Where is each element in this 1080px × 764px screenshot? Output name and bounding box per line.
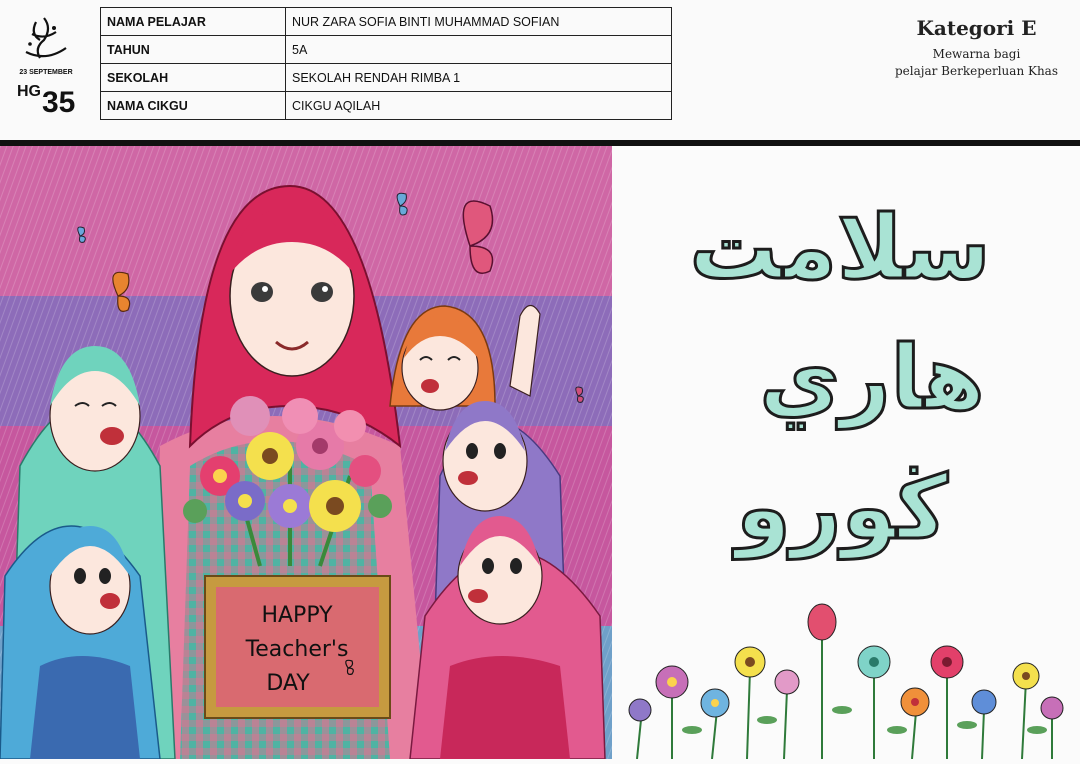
jawi-title xyxy=(612,146,1080,606)
label-nama-pelajar: NAMA PELAJAR xyxy=(101,8,286,36)
category-title: Kategori E xyxy=(916,16,1037,40)
flower-border xyxy=(612,600,1080,759)
jawi-line-3: ڬورو xyxy=(736,456,948,559)
jawi-line-1: سلامت xyxy=(689,196,991,299)
flower-icon xyxy=(775,670,799,694)
sign-line-3: DAY xyxy=(266,671,310,696)
sign-line-2: Teacher's xyxy=(245,637,349,662)
flower-icon xyxy=(1013,663,1039,689)
flower-icon xyxy=(858,646,890,678)
sign-line-1: HAPPY xyxy=(261,603,333,628)
value-tahun: 5A xyxy=(286,36,672,64)
flower-icon xyxy=(901,688,929,716)
label-nama-cikgu: NAMA CIKGU xyxy=(101,92,286,120)
flower-icon xyxy=(701,689,729,717)
flower-icon xyxy=(656,666,688,698)
happy-teachers-day-sign xyxy=(205,576,390,718)
value-sekolah: SEKOLAH RENDAH RIMBA 1 xyxy=(286,64,672,92)
colored-illustration xyxy=(0,146,612,759)
category-label xyxy=(895,16,1058,80)
value-nama-pelajar: NUR ZARA SOFIA BINTI MUHAMMAD SOFIAN xyxy=(286,8,672,36)
table-row xyxy=(101,36,672,64)
student-info-table xyxy=(100,7,672,120)
table-row xyxy=(101,8,672,36)
label-tahun: TAHUN xyxy=(101,36,286,64)
table-row xyxy=(101,64,672,92)
flower-icon xyxy=(808,604,836,640)
jawi-line-2: هاري xyxy=(759,326,985,429)
flower-icon xyxy=(931,646,963,678)
table-row xyxy=(101,92,672,120)
logo-mark: HG xyxy=(17,83,41,100)
label-sekolah: SEKOLAH xyxy=(101,64,286,92)
value-nama-cikgu: CIKGU AQILAH xyxy=(286,92,672,120)
hg35-logo xyxy=(14,14,78,118)
flower-icon xyxy=(629,699,651,721)
category-subtitle-2: pelajar Berkeperluan Khas xyxy=(894,64,1058,78)
flower-icon xyxy=(1041,697,1063,719)
flower-icon xyxy=(735,647,765,677)
header xyxy=(0,0,1080,140)
category-subtitle-1: Mewarna bagi xyxy=(932,47,1021,61)
flower-icon xyxy=(972,690,996,714)
logo-number: 35 xyxy=(42,86,76,118)
logo-date: 23 SEPTEMBER xyxy=(19,69,73,76)
